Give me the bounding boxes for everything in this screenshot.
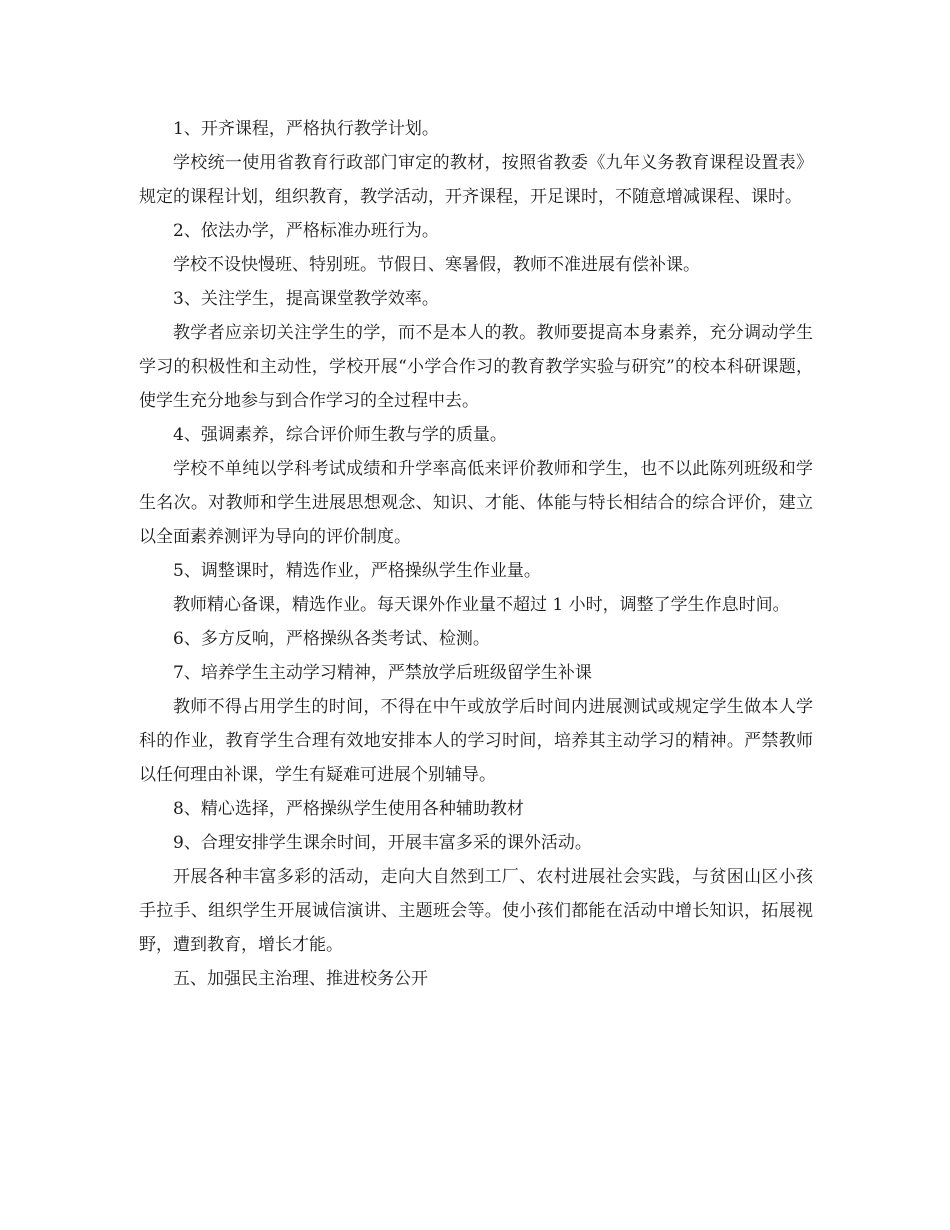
section-heading-democratic-governance: 五、加强民主治理、推进校务公开: [173, 969, 428, 989]
heading-active-learning: 7、培养学生主动学习精神，严禁放学后班级留学生补课: [173, 663, 592, 683]
body-paragraph: 教师不得占用学生的时间，不得在中午或放学后时间内进展测试或规定学生做本人学科的作业，教育学生合理有效地安排本人的学习时间，培养其主动学习的精神。严禁教师以任何理由补课，学生有疑难可进展个别辅导。: [139, 697, 813, 785]
heading-emphasize-quality: 4、强调素养，综合评价师生教与学的质量。: [173, 425, 507, 445]
body-paragraph: 开展各种丰富多彩的活动，走向大自然到工厂、农村进展社会实践，与贫困山区小孩手拉手、组织学生开展诚信演讲、主题班会等。使小孩们都能在活动中增长知识，拓展视野，遭到教育，增长才能。: [139, 867, 813, 955]
heading-control-exams: 6、多方反响，严格操纵各类考试、检测。: [173, 629, 490, 649]
body-paragraph: 学校不单纯以学科考试成绩和升学率高低来评价教师和学生，也不以此陈列班级和学生名次。对教师和学生进展思想观念、知识、才能、体能与特长相结合的综合评价，建立以全面素养测评为导向的评价制度。: [139, 459, 813, 547]
heading-extracurricular: 9、合理安排学生课余时间，开展丰富多采的课外活动。: [173, 833, 592, 853]
document-body: [139, 112, 813, 996]
heading-open-courses: 1、开齐课程，严格执行教学计划。: [173, 119, 439, 139]
heading-adjust-class-hours: 5、调整课时，精选作业，严格操纵学生作业量。: [173, 561, 541, 581]
heading-lawful-schooling: 2、依法办学，严格标准办班行为。: [173, 221, 439, 241]
body-paragraph: 学校不设快慢班、特别班。节假日、寒暑假，教师不准进展有偿补课。: [173, 255, 700, 275]
body-paragraph: 学校统一使用省教育行政部门审定的教材，按照省教委《九年义务教育课程设置表》规定的课程计划，组织教育，教学活动，开齐课程，开足课时，不随意增减课程、课时。: [139, 153, 813, 207]
heading-focus-on-students: 3、关注学生，提高课堂教学效率。: [173, 289, 439, 309]
body-paragraph: 教学者应亲切关注学生的学，而不是本人的教。教师要提高本身素养，充分调动学生学习的积极性和主动性，学校开展“小学合作习的教育教学实验与研究”的校本科研课题，使学生充分地参与到合作学习的全过程中去。: [139, 323, 813, 411]
heading-supplementary-materials: 8、精心选择，严格操纵学生使用各种辅助教材: [173, 799, 524, 819]
body-paragraph: 教师精心备课，精选作业。每天课外作业量不超过 1 小时，调整了学生作息时间。: [173, 595, 790, 615]
